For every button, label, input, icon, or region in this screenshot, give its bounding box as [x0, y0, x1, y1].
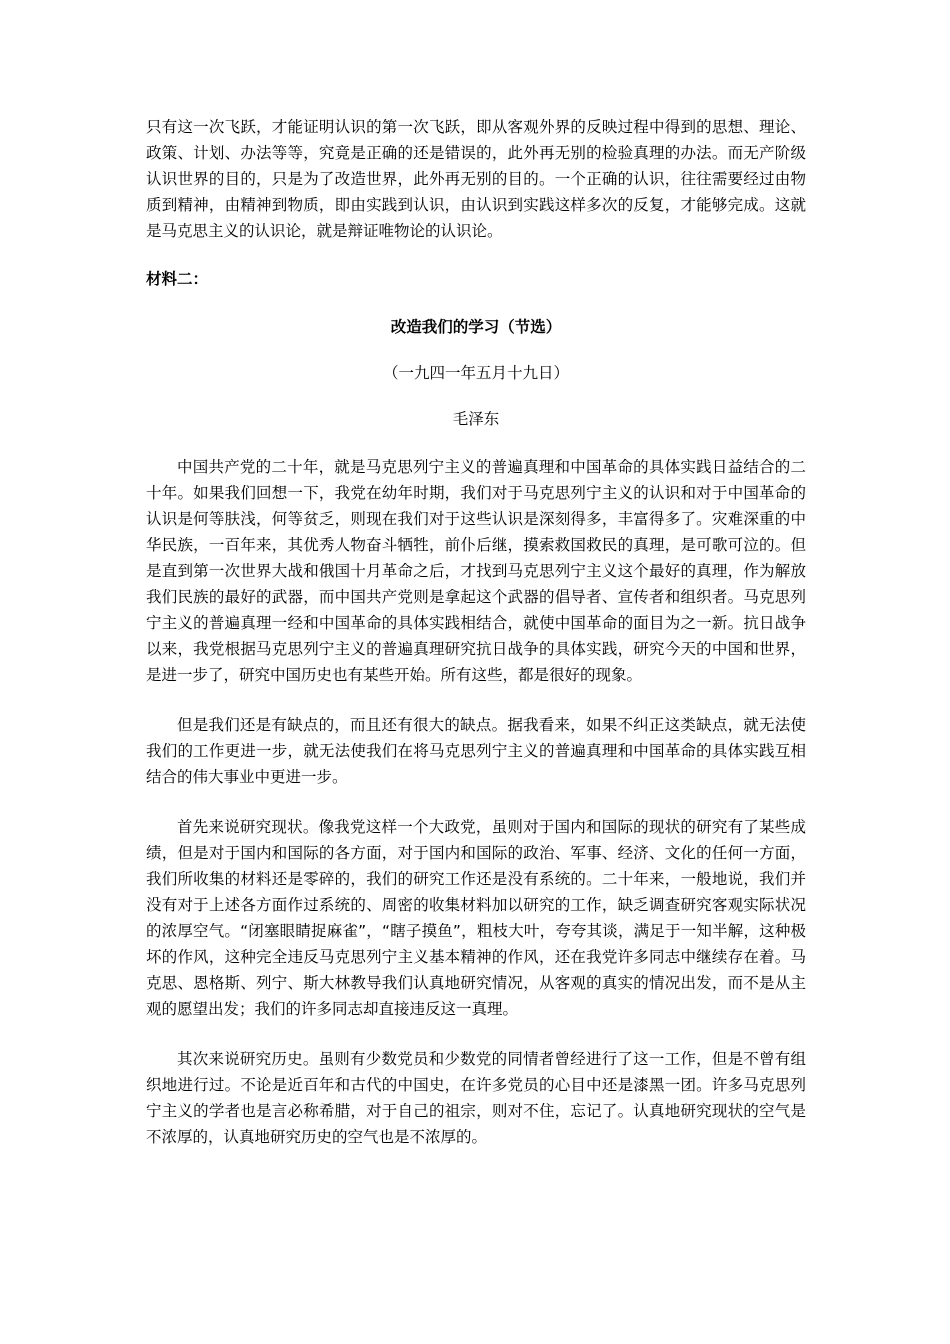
body-paragraph-3: 首先来说研究现状。像我党这样一个大政党，虽则对于国内和国际的现状的研究有了某些成绩，但是对于国内和国际的各方面，对于国内和国际的政治、军事、经济、文化的任何一方面，我们所收集的材料还是零碎的，我们的研究工作还是没有系统的。二十年来，一般地说，我们并没有对于上述各方面作过系统的、周密的收集材料加以研究的工作，缺乏调查研究客观实际状况的浓厚空气。“闭塞眼睛捉麻雀”，“瞎子摸鱼”，粗枝大叶，夸夸其谈，满足于一知半解，这种极坏的作风，这种完全违反马克思列宁主义基本精神的作风，还在我党许多同志中继续存在着。马克思、恩格斯、列宁、斯大林教导我们认真地研究情况，从客观的真实的情况出发，而不是从主观的愿望出发；我们的许多同志却直接违反这一真理。: [146, 818, 806, 1018]
article-author: 毛泽东: [452, 410, 500, 428]
article-date: （一九四一年五月十九日）: [382, 364, 569, 382]
document-page: [146, 114, 806, 1150]
body-paragraph-4: 其次来说研究历史。虽则有少数党员和少数党的同情者曾经进行了这一工作，但是不曾有组织地进行过。不论是近百年和古代的中国史，在许多党员的心目中还是漆黑一团。许多马克思列宁主义的学者也是言必称希腊，对于自己的祖宗，则对不住，忘记了。认真地研究现状的空气是不浓厚的，认真地研究历史的空气也是不浓厚的。: [146, 1050, 806, 1146]
spacer: [146, 1022, 806, 1046]
spacer: [146, 244, 806, 266]
spacer: [146, 688, 806, 712]
spacer: [146, 432, 806, 454]
body-paragraph-2: 但是我们还是有缺点的，而且还有很大的缺点。据我看来，如果不纠正这类缺点，就无法使我们的工作更进一步，就无法使我们在将马克思列宁主义的普遍真理和中国革命的具体实践互相结合的伟大事业中更进一步。: [146, 716, 806, 786]
spacer: [146, 292, 806, 314]
article-title: 改造我们的学习（节选）: [390, 318, 562, 336]
spacer: [146, 386, 806, 406]
spacer: [146, 340, 806, 360]
intro-paragraph: 只有这一次飞跃，才能证明认识的第一次飞跃，即从客观外界的反映过程中得到的思想、理论、政策、计划、办法等等，究竟是正确的还是错误的，此外再无别的检验真理的办法。而无产阶级认识世界的目的，只是为了改造世界，此外再无别的目的。一个正确的认识，往往需要经过由物质到精神，由精神到物质，即由实践到认识，由认识到实践这样多次的反复，才能够完成。这就是马克思主义的认识论，就是辩证唯物论的认识论。: [146, 118, 806, 240]
spacer: [146, 790, 806, 814]
body-paragraph-1: 中国共产党的二十年，就是马克思列宁主义的普遍真理和中国革命的具体实践日益结合的二十年。如果我们回想一下，我党在幼年时期，我们对于马克思列宁主义的认识和对于中国革命的认识是何等肤浅，何等贫乏，则现在我们对于这些认识是深刻得多，丰富得多了。灾难深重的中华民族，一百年来，其优秀人物奋斗牺牲，前仆后继，摸索救国救民的真理，是可歌可泣的。但是直到第一次世界大战和俄国十月革命之后，才找到马克思列宁主义这个最好的真理，作为解放我们民族的最好的武器，而中国共产党则是拿起这个武器的倡导者、宣传者和组织者。马克思列宁主义的普遍真理一经和中国革命的具体实践相结合，就使中国革命的面目为之一新。抗日战争以来，我党根据马克思列宁主义的普遍真理研究抗日战争的具体实践，研究今天的中国和世界，是进一步了，研究中国历史也有某些开始。所有这些，都是很好的现象。: [146, 458, 806, 684]
material-label: 材料二：: [146, 270, 209, 288]
